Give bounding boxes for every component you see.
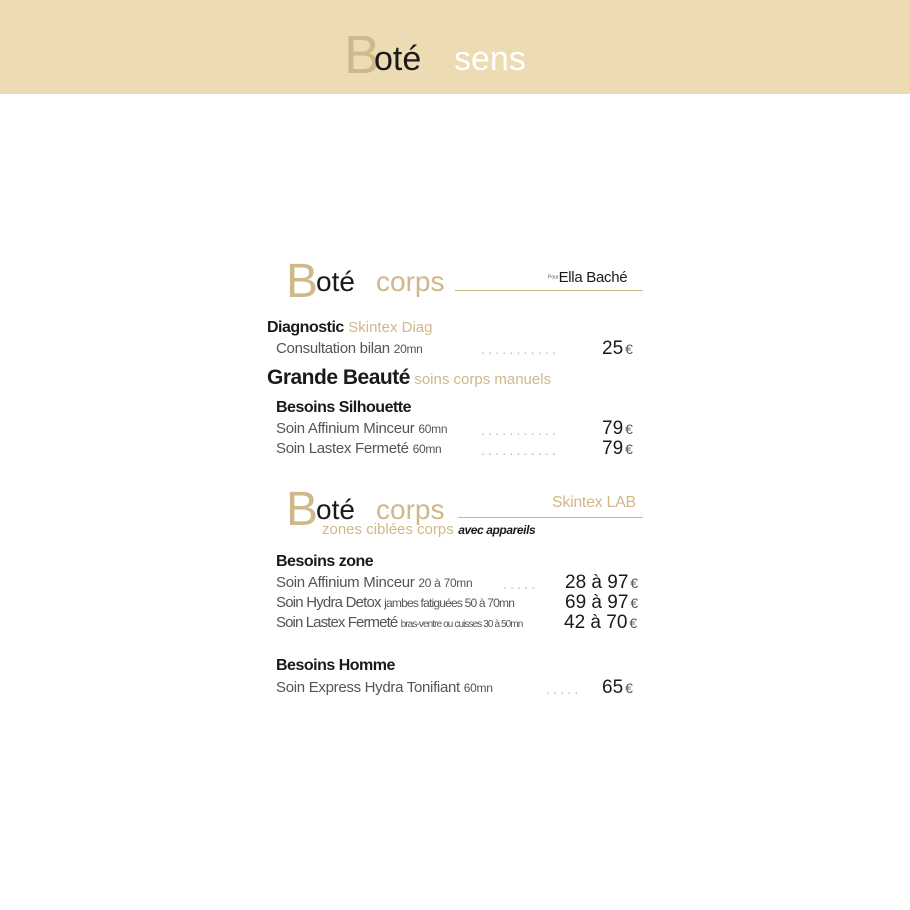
- logo-ote: oté: [316, 494, 355, 525]
- menu-item: [276, 680, 493, 695]
- section2-rule: [458, 517, 643, 518]
- logo-ote: oté: [316, 266, 355, 297]
- item-label: Soin Affinium Minceur: [276, 574, 415, 591]
- skintex-lab-label: Skintex LAB: [552, 494, 636, 511]
- item-price: [565, 593, 638, 612]
- item-price: [565, 573, 638, 592]
- diagnostic-subtitle: Skintex Diag: [348, 319, 433, 336]
- item-duration: 60mn: [418, 422, 448, 436]
- menu-item: [276, 575, 472, 590]
- item-duration: 20mn: [393, 342, 423, 356]
- section2-tagline: [322, 522, 535, 538]
- menu-item: [276, 595, 514, 610]
- grande-beaute-heading: [267, 367, 551, 388]
- tagline: zones ciblées corps: [322, 521, 454, 538]
- item-duration: 60mn: [412, 442, 442, 456]
- logo-letter-b: B: [344, 25, 381, 85]
- brand-name: Ella Baché: [558, 269, 628, 286]
- homme-title: Besoins Homme: [276, 657, 395, 674]
- tagline-extra: avec appareils: [458, 523, 536, 537]
- item-duration: 60mn: [463, 681, 493, 695]
- item-label: Consultation bilan: [276, 340, 390, 357]
- header-logo: [344, 25, 534, 88]
- logo-corps: corps: [376, 266, 445, 297]
- menu-item: [276, 421, 447, 436]
- item-detail: jambes fatiguées 50 à 70mn: [384, 596, 515, 610]
- menu-item: [276, 341, 423, 356]
- logo-letter-b: B: [286, 483, 319, 536]
- item-price: [602, 419, 633, 438]
- grande-subtitle: soins corps manuels: [414, 371, 552, 388]
- currency: €: [625, 421, 633, 437]
- item-label: Soin Express Hydra Tonifiant: [276, 679, 460, 696]
- menu-item: [276, 441, 441, 456]
- zone-title: Besoins zone: [276, 553, 374, 570]
- item-price: [602, 339, 633, 358]
- menu-item: [276, 615, 522, 630]
- price-value: 25: [602, 338, 624, 359]
- leader-dots: ...........: [481, 422, 559, 438]
- currency: €: [629, 615, 638, 631]
- leader-dots: ...........: [481, 442, 559, 458]
- currency: €: [630, 575, 639, 591]
- grande-title: Grande Beauté: [267, 366, 410, 389]
- brand-label: [548, 270, 627, 286]
- item-label: Soin Hydra Detox: [276, 594, 381, 611]
- item-price: [602, 439, 633, 458]
- price-value: 79: [602, 418, 624, 439]
- brand-prefix: Pour: [548, 274, 559, 281]
- item-detail: bras-ventre ou cuisses 30 à 50mn: [400, 619, 523, 630]
- logo-sens: sens: [454, 40, 526, 78]
- logo-corps: corps: [376, 494, 445, 525]
- currency: €: [625, 341, 633, 357]
- leader-dots: .....: [546, 681, 582, 697]
- currency: €: [625, 680, 633, 696]
- currency: €: [625, 441, 633, 457]
- item-price: [602, 678, 633, 697]
- leader-dots: ...........: [481, 341, 559, 357]
- silhouette-title: Besoins Silhouette: [276, 399, 412, 416]
- logo-ote: oté: [374, 40, 422, 78]
- item-label: Soin Lastex Fermeté: [276, 440, 409, 457]
- price-value: 69 à 97: [565, 592, 629, 613]
- item-price: [564, 613, 637, 632]
- section1-rule: [455, 290, 643, 291]
- logo-letter-b: B: [286, 255, 319, 308]
- diagnostic-title: Diagnostic: [267, 319, 344, 336]
- item-detail: 20 à 70mn: [418, 576, 473, 590]
- currency: €: [630, 595, 639, 611]
- item-label: Soin Lastex Fermeté: [276, 614, 398, 631]
- price-value: 42 à 70: [564, 612, 628, 633]
- price-value: 65: [602, 677, 624, 698]
- diagnostic-heading: [267, 320, 432, 336]
- leader-dots: .....: [503, 576, 539, 592]
- price-value: 28 à 97: [565, 572, 629, 593]
- item-label: Soin Affinium Minceur: [276, 420, 415, 437]
- price-value: 79: [602, 438, 624, 459]
- section1-logo: [286, 255, 456, 310]
